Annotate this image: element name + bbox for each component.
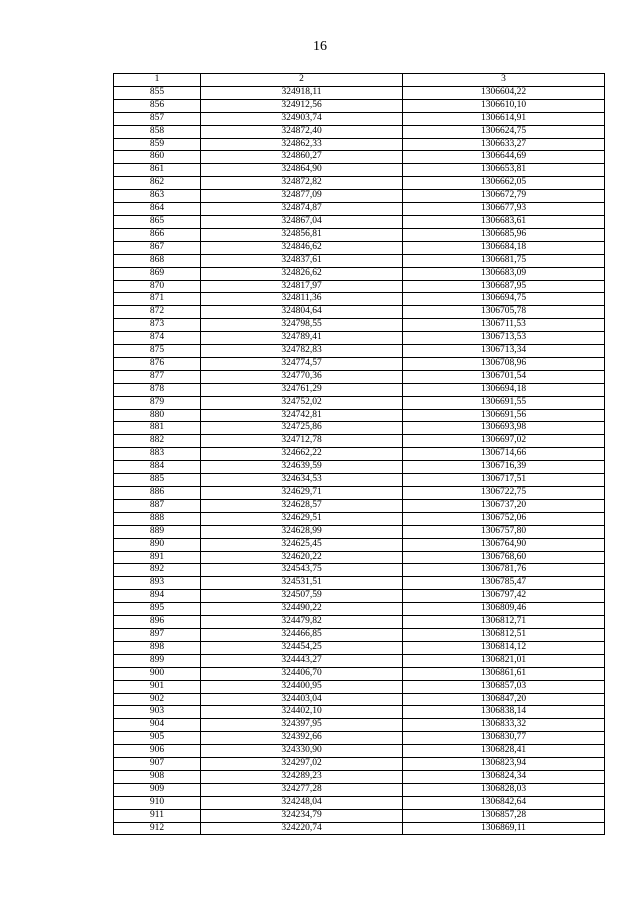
x-coordinate-cell: 324402,10 bbox=[201, 706, 403, 719]
point-number-cell: 909 bbox=[114, 783, 201, 796]
y-coordinate-cell: 1306785,47 bbox=[403, 577, 605, 590]
y-coordinate-cell: 1306824,34 bbox=[403, 770, 605, 783]
point-number-cell: 865 bbox=[114, 215, 201, 228]
table-row bbox=[114, 241, 605, 254]
y-coordinate-cell: 1306781,76 bbox=[403, 564, 605, 577]
point-number-cell: 894 bbox=[114, 590, 201, 603]
table-row bbox=[114, 254, 605, 267]
point-number-cell: 884 bbox=[114, 461, 201, 474]
column-header: 3 bbox=[403, 74, 605, 87]
table-row bbox=[114, 293, 605, 306]
table-row bbox=[114, 448, 605, 461]
x-coordinate-cell: 324628,99 bbox=[201, 525, 403, 538]
table-row bbox=[114, 783, 605, 796]
point-number-cell: 864 bbox=[114, 203, 201, 216]
y-coordinate-cell: 1306717,51 bbox=[403, 474, 605, 487]
y-coordinate-cell: 1306644,69 bbox=[403, 151, 605, 164]
table-row bbox=[114, 151, 605, 164]
point-number-cell: 869 bbox=[114, 267, 201, 280]
x-coordinate-cell: 324628,57 bbox=[201, 499, 403, 512]
x-coordinate-cell: 324860,27 bbox=[201, 151, 403, 164]
y-coordinate-cell: 1306752,06 bbox=[403, 512, 605, 525]
y-coordinate-cell: 1306684,18 bbox=[403, 241, 605, 254]
point-number-cell: 882 bbox=[114, 435, 201, 448]
x-coordinate-cell: 324531,51 bbox=[201, 577, 403, 590]
x-coordinate-cell: 324864,90 bbox=[201, 164, 403, 177]
table-row bbox=[114, 525, 605, 538]
y-coordinate-cell: 1306814,12 bbox=[403, 641, 605, 654]
table-row bbox=[114, 822, 605, 835]
x-coordinate-cell: 324782,83 bbox=[201, 345, 403, 358]
x-coordinate-cell: 324629,71 bbox=[201, 487, 403, 500]
x-coordinate-cell: 324862,33 bbox=[201, 138, 403, 151]
y-coordinate-cell: 1306828,03 bbox=[403, 783, 605, 796]
point-number-cell: 889 bbox=[114, 525, 201, 538]
y-coordinate-cell: 1306685,96 bbox=[403, 228, 605, 241]
y-coordinate-cell: 1306833,32 bbox=[403, 719, 605, 732]
y-coordinate-cell: 1306842,64 bbox=[403, 796, 605, 809]
table-row bbox=[114, 461, 605, 474]
x-coordinate-cell: 324248,04 bbox=[201, 796, 403, 809]
table-row bbox=[114, 422, 605, 435]
column-header: 1 bbox=[114, 74, 201, 87]
y-coordinate-cell: 1306716,39 bbox=[403, 461, 605, 474]
table-row bbox=[114, 654, 605, 667]
y-coordinate-cell: 1306604,22 bbox=[403, 86, 605, 99]
point-number-cell: 896 bbox=[114, 616, 201, 629]
table-row bbox=[114, 190, 605, 203]
y-coordinate-cell: 1306812,71 bbox=[403, 616, 605, 629]
x-coordinate-cell: 324826,62 bbox=[201, 267, 403, 280]
x-coordinate-cell: 324872,40 bbox=[201, 125, 403, 138]
point-number-cell: 875 bbox=[114, 345, 201, 358]
x-coordinate-cell: 324454,25 bbox=[201, 641, 403, 654]
y-coordinate-cell: 1306711,53 bbox=[403, 319, 605, 332]
x-coordinate-cell: 324837,61 bbox=[201, 254, 403, 267]
x-coordinate-cell: 324877,09 bbox=[201, 190, 403, 203]
x-coordinate-cell: 324400,95 bbox=[201, 680, 403, 693]
table-row bbox=[114, 177, 605, 190]
x-coordinate-cell: 324725,86 bbox=[201, 422, 403, 435]
y-coordinate-cell: 1306687,95 bbox=[403, 280, 605, 293]
table-row bbox=[114, 499, 605, 512]
point-number-cell: 888 bbox=[114, 512, 201, 525]
table-row bbox=[114, 383, 605, 396]
x-coordinate-cell: 324817,97 bbox=[201, 280, 403, 293]
point-number-cell: 878 bbox=[114, 383, 201, 396]
x-coordinate-cell: 324804,64 bbox=[201, 306, 403, 319]
x-coordinate-cell: 324277,28 bbox=[201, 783, 403, 796]
x-coordinate-cell: 324918,11 bbox=[201, 86, 403, 99]
point-number-cell: 857 bbox=[114, 112, 201, 125]
table-row bbox=[114, 396, 605, 409]
x-coordinate-cell: 324811,36 bbox=[201, 293, 403, 306]
point-number-cell: 856 bbox=[114, 99, 201, 112]
x-coordinate-cell: 324742,81 bbox=[201, 409, 403, 422]
table-row bbox=[114, 770, 605, 783]
table-row bbox=[114, 267, 605, 280]
table-row bbox=[114, 306, 605, 319]
table-row bbox=[114, 86, 605, 99]
x-coordinate-cell: 324479,82 bbox=[201, 616, 403, 629]
y-coordinate-cell: 1306653,81 bbox=[403, 164, 605, 177]
x-coordinate-cell: 324903,74 bbox=[201, 112, 403, 125]
y-coordinate-cell: 1306610,10 bbox=[403, 99, 605, 112]
y-coordinate-cell: 1306847,20 bbox=[403, 693, 605, 706]
x-coordinate-cell: 324466,85 bbox=[201, 628, 403, 641]
table-row bbox=[114, 590, 605, 603]
y-coordinate-cell: 1306713,34 bbox=[403, 345, 605, 358]
table-row bbox=[114, 228, 605, 241]
y-coordinate-cell: 1306708,96 bbox=[403, 357, 605, 370]
point-number-cell: 867 bbox=[114, 241, 201, 254]
point-number-cell: 892 bbox=[114, 564, 201, 577]
y-coordinate-cell: 1306812,51 bbox=[403, 628, 605, 641]
x-coordinate-cell: 324867,04 bbox=[201, 215, 403, 228]
point-number-cell: 866 bbox=[114, 228, 201, 241]
table-header-row bbox=[114, 74, 605, 87]
x-coordinate-cell: 324846,62 bbox=[201, 241, 403, 254]
point-number-cell: 890 bbox=[114, 538, 201, 551]
x-coordinate-cell: 324443,27 bbox=[201, 654, 403, 667]
point-number-cell: 908 bbox=[114, 770, 201, 783]
x-coordinate-cell: 324789,41 bbox=[201, 332, 403, 345]
point-number-cell: 907 bbox=[114, 758, 201, 771]
table-row bbox=[114, 345, 605, 358]
y-coordinate-cell: 1306797,42 bbox=[403, 590, 605, 603]
x-coordinate-cell: 324752,02 bbox=[201, 396, 403, 409]
x-coordinate-cell: 324392,66 bbox=[201, 732, 403, 745]
y-coordinate-cell: 1306713,53 bbox=[403, 332, 605, 345]
table-row bbox=[114, 512, 605, 525]
y-coordinate-cell: 1306722,75 bbox=[403, 487, 605, 500]
table-row bbox=[114, 99, 605, 112]
x-coordinate-cell: 324639,59 bbox=[201, 461, 403, 474]
table-row bbox=[114, 641, 605, 654]
point-number-cell: 855 bbox=[114, 86, 201, 99]
y-coordinate-cell: 1306809,46 bbox=[403, 603, 605, 616]
x-coordinate-cell: 324770,36 bbox=[201, 370, 403, 383]
point-number-cell: 906 bbox=[114, 745, 201, 758]
point-number-cell: 859 bbox=[114, 138, 201, 151]
table-row bbox=[114, 435, 605, 448]
column-header: 2 bbox=[201, 74, 403, 87]
point-number-cell: 900 bbox=[114, 667, 201, 680]
table-row bbox=[114, 164, 605, 177]
table-row bbox=[114, 758, 605, 771]
table-row bbox=[114, 319, 605, 332]
y-coordinate-cell: 1306694,75 bbox=[403, 293, 605, 306]
table-row bbox=[114, 667, 605, 680]
table-row bbox=[114, 577, 605, 590]
table-row bbox=[114, 280, 605, 293]
point-number-cell: 881 bbox=[114, 422, 201, 435]
x-coordinate-cell: 324397,95 bbox=[201, 719, 403, 732]
point-number-cell: 873 bbox=[114, 319, 201, 332]
point-number-cell: 868 bbox=[114, 254, 201, 267]
table-row bbox=[114, 745, 605, 758]
table-row bbox=[114, 409, 605, 422]
x-coordinate-cell: 324403,04 bbox=[201, 693, 403, 706]
point-number-cell: 870 bbox=[114, 280, 201, 293]
x-coordinate-cell: 324774,57 bbox=[201, 357, 403, 370]
point-number-cell: 872 bbox=[114, 306, 201, 319]
x-coordinate-cell: 324620,22 bbox=[201, 551, 403, 564]
y-coordinate-cell: 1306691,55 bbox=[403, 396, 605, 409]
y-coordinate-cell: 1306757,80 bbox=[403, 525, 605, 538]
y-coordinate-cell: 1306857,28 bbox=[403, 809, 605, 822]
page-number: 16 bbox=[313, 39, 327, 54]
point-number-cell: 871 bbox=[114, 293, 201, 306]
y-coordinate-cell: 1306662,05 bbox=[403, 177, 605, 190]
point-number-cell: 877 bbox=[114, 370, 201, 383]
x-coordinate-cell: 324629,51 bbox=[201, 512, 403, 525]
point-number-cell: 879 bbox=[114, 396, 201, 409]
point-number-cell: 883 bbox=[114, 448, 201, 461]
x-coordinate-cell: 324625,45 bbox=[201, 538, 403, 551]
point-number-cell: 885 bbox=[114, 474, 201, 487]
point-number-cell: 858 bbox=[114, 125, 201, 138]
point-number-cell: 861 bbox=[114, 164, 201, 177]
table-row bbox=[114, 616, 605, 629]
y-coordinate-cell: 1306828,41 bbox=[403, 745, 605, 758]
x-coordinate-cell: 324507,59 bbox=[201, 590, 403, 603]
y-coordinate-cell: 1306857,03 bbox=[403, 680, 605, 693]
point-number-cell: 912 bbox=[114, 822, 201, 835]
point-number-cell: 903 bbox=[114, 706, 201, 719]
x-coordinate-cell: 324490,22 bbox=[201, 603, 403, 616]
x-coordinate-cell: 324297,02 bbox=[201, 758, 403, 771]
point-number-cell: 904 bbox=[114, 719, 201, 732]
y-coordinate-cell: 1306714,66 bbox=[403, 448, 605, 461]
point-number-cell: 902 bbox=[114, 693, 201, 706]
x-coordinate-cell: 324289,23 bbox=[201, 770, 403, 783]
y-coordinate-cell: 1306861,61 bbox=[403, 667, 605, 680]
table-row bbox=[114, 809, 605, 822]
point-number-cell: 887 bbox=[114, 499, 201, 512]
y-coordinate-cell: 1306737,20 bbox=[403, 499, 605, 512]
y-coordinate-cell: 1306683,61 bbox=[403, 215, 605, 228]
y-coordinate-cell: 1306821,01 bbox=[403, 654, 605, 667]
point-number-cell: 880 bbox=[114, 409, 201, 422]
table-row bbox=[114, 112, 605, 125]
table-row bbox=[114, 706, 605, 719]
y-coordinate-cell: 1306633,27 bbox=[403, 138, 605, 151]
point-number-cell: 901 bbox=[114, 680, 201, 693]
y-coordinate-cell: 1306624,75 bbox=[403, 125, 605, 138]
table-row bbox=[114, 203, 605, 216]
x-coordinate-cell: 324634,53 bbox=[201, 474, 403, 487]
table-row bbox=[114, 564, 605, 577]
x-coordinate-cell: 324330,90 bbox=[201, 745, 403, 758]
y-coordinate-cell: 1306768,60 bbox=[403, 551, 605, 564]
y-coordinate-cell: 1306614,91 bbox=[403, 112, 605, 125]
table-row bbox=[114, 215, 605, 228]
table-row bbox=[114, 487, 605, 500]
point-number-cell: 898 bbox=[114, 641, 201, 654]
point-number-cell: 863 bbox=[114, 190, 201, 203]
table-row bbox=[114, 732, 605, 745]
point-number-cell: 891 bbox=[114, 551, 201, 564]
point-number-cell: 862 bbox=[114, 177, 201, 190]
x-coordinate-cell: 324798,55 bbox=[201, 319, 403, 332]
y-coordinate-cell: 1306830,77 bbox=[403, 732, 605, 745]
x-coordinate-cell: 324872,82 bbox=[201, 177, 403, 190]
x-coordinate-cell: 324406,70 bbox=[201, 667, 403, 680]
point-number-cell: 897 bbox=[114, 628, 201, 641]
table-row bbox=[114, 551, 605, 564]
y-coordinate-cell: 1306694,18 bbox=[403, 383, 605, 396]
x-coordinate-cell: 324874,87 bbox=[201, 203, 403, 216]
table-row bbox=[114, 538, 605, 551]
x-coordinate-cell: 324761,29 bbox=[201, 383, 403, 396]
x-coordinate-cell: 324543,75 bbox=[201, 564, 403, 577]
y-coordinate-cell: 1306823,94 bbox=[403, 758, 605, 771]
table-row bbox=[114, 357, 605, 370]
point-number-cell: 874 bbox=[114, 332, 201, 345]
table-row bbox=[114, 628, 605, 641]
point-number-cell: 876 bbox=[114, 357, 201, 370]
y-coordinate-cell: 1306869,11 bbox=[403, 822, 605, 835]
point-number-cell: 910 bbox=[114, 796, 201, 809]
table-row bbox=[114, 719, 605, 732]
point-number-cell: 899 bbox=[114, 654, 201, 667]
y-coordinate-cell: 1306691,56 bbox=[403, 409, 605, 422]
table-row bbox=[114, 370, 605, 383]
point-number-cell: 893 bbox=[114, 577, 201, 590]
point-number-cell: 886 bbox=[114, 487, 201, 500]
y-coordinate-cell: 1306681,75 bbox=[403, 254, 605, 267]
table-row bbox=[114, 138, 605, 151]
y-coordinate-cell: 1306693,98 bbox=[403, 422, 605, 435]
y-coordinate-cell: 1306764,90 bbox=[403, 538, 605, 551]
table-row bbox=[114, 332, 605, 345]
table-row bbox=[114, 693, 605, 706]
x-coordinate-cell: 324712,78 bbox=[201, 435, 403, 448]
point-number-cell: 905 bbox=[114, 732, 201, 745]
table-row bbox=[114, 680, 605, 693]
x-coordinate-cell: 324220,74 bbox=[201, 822, 403, 835]
point-number-cell: 895 bbox=[114, 603, 201, 616]
table-row bbox=[114, 796, 605, 809]
y-coordinate-cell: 1306838,14 bbox=[403, 706, 605, 719]
table-row bbox=[114, 603, 605, 616]
y-coordinate-cell: 1306683,09 bbox=[403, 267, 605, 280]
y-coordinate-cell: 1306677,93 bbox=[403, 203, 605, 216]
table-row bbox=[114, 474, 605, 487]
y-coordinate-cell: 1306701,54 bbox=[403, 370, 605, 383]
coordinates-table bbox=[113, 73, 605, 835]
x-coordinate-cell: 324856,81 bbox=[201, 228, 403, 241]
point-number-cell: 911 bbox=[114, 809, 201, 822]
y-coordinate-cell: 1306705,78 bbox=[403, 306, 605, 319]
y-coordinate-cell: 1306697,02 bbox=[403, 435, 605, 448]
x-coordinate-cell: 324662,22 bbox=[201, 448, 403, 461]
x-coordinate-cell: 324234,79 bbox=[201, 809, 403, 822]
point-number-cell: 860 bbox=[114, 151, 201, 164]
table-row bbox=[114, 125, 605, 138]
y-coordinate-cell: 1306672,79 bbox=[403, 190, 605, 203]
x-coordinate-cell: 324912,56 bbox=[201, 99, 403, 112]
